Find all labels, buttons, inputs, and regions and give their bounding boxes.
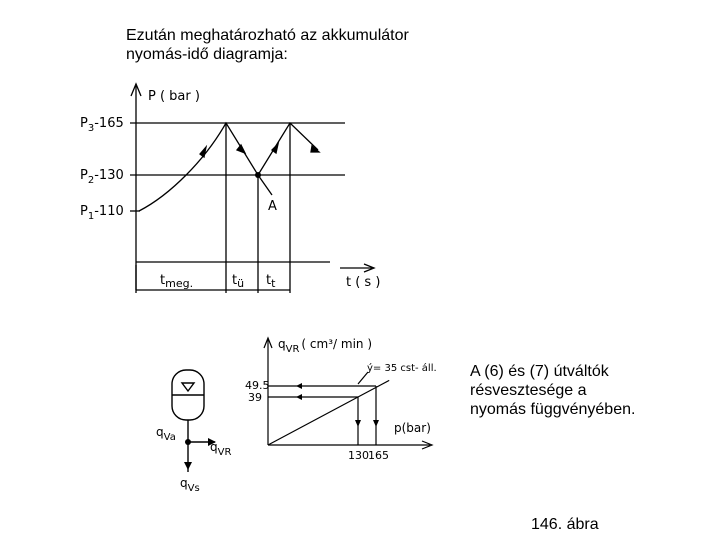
label-qvr: $q_{VR}$ [210, 440, 232, 458]
caption-line-1: A (6) és (7) útváltók [470, 363, 609, 380]
interval-label-u: $t_ü$ [232, 273, 245, 290]
level-p3-label: $P_3-165$ [80, 116, 124, 134]
pbar-axis-label: p(bar) [394, 421, 431, 435]
curve-arrow-1 [200, 147, 206, 157]
p-axis-label: P ( bar ) [148, 89, 200, 104]
arrow-130 [355, 420, 361, 427]
qvr-axis-label: $q_{VR}$ ( cm³/ min ) [278, 337, 372, 355]
label-qvs: $q_{Vs}$ [180, 476, 200, 494]
leakage-diagram [245, 337, 437, 462]
line-annotation: ý= 35 cst- áll. [367, 363, 437, 374]
accumulator-sketch [156, 370, 231, 494]
tick-label-39: 39 [248, 391, 262, 404]
caption-line-3: nyomás függvényében. [470, 401, 636, 418]
t-axis-label: t ( s ) [346, 275, 381, 290]
tick-label-495: 49.5 [245, 379, 270, 392]
tick-label-130: 130 [348, 449, 369, 462]
caption-line-2: résvesztesége a [470, 382, 587, 399]
level-p1-label: $P_1-110$ [80, 204, 124, 222]
curve-arrow-2 [237, 145, 245, 153]
level-p2-label: $P_2-130$ [80, 168, 124, 186]
point-a-label: A [268, 199, 277, 214]
intro-line-2: nyomás-idő diagramja: [126, 46, 288, 63]
interval-label-t: $t_t$ [266, 273, 276, 290]
figure-number: 146. ábra [531, 516, 599, 533]
interval-label-meg: $t_{meg.}$ [160, 273, 194, 290]
accumulator-level-icon [182, 383, 194, 391]
arrow-165 [373, 420, 379, 427]
arrow-39 [296, 394, 302, 400]
tick-label-165: 165 [368, 449, 389, 462]
pipe-junction [185, 439, 191, 445]
label-qva: $q_{Va}$ [156, 425, 176, 443]
pressure-curve [139, 123, 318, 211]
intro-line-1: Ezután meghatározható az akkumulátor [126, 27, 409, 44]
caption-text [470, 362, 690, 419]
point-a [255, 172, 261, 178]
arrow-495 [296, 383, 302, 389]
leakage-line [268, 380, 389, 445]
point-a-leader [258, 175, 272, 195]
level-labels [80, 116, 124, 222]
flow-arrow-down [184, 462, 192, 470]
